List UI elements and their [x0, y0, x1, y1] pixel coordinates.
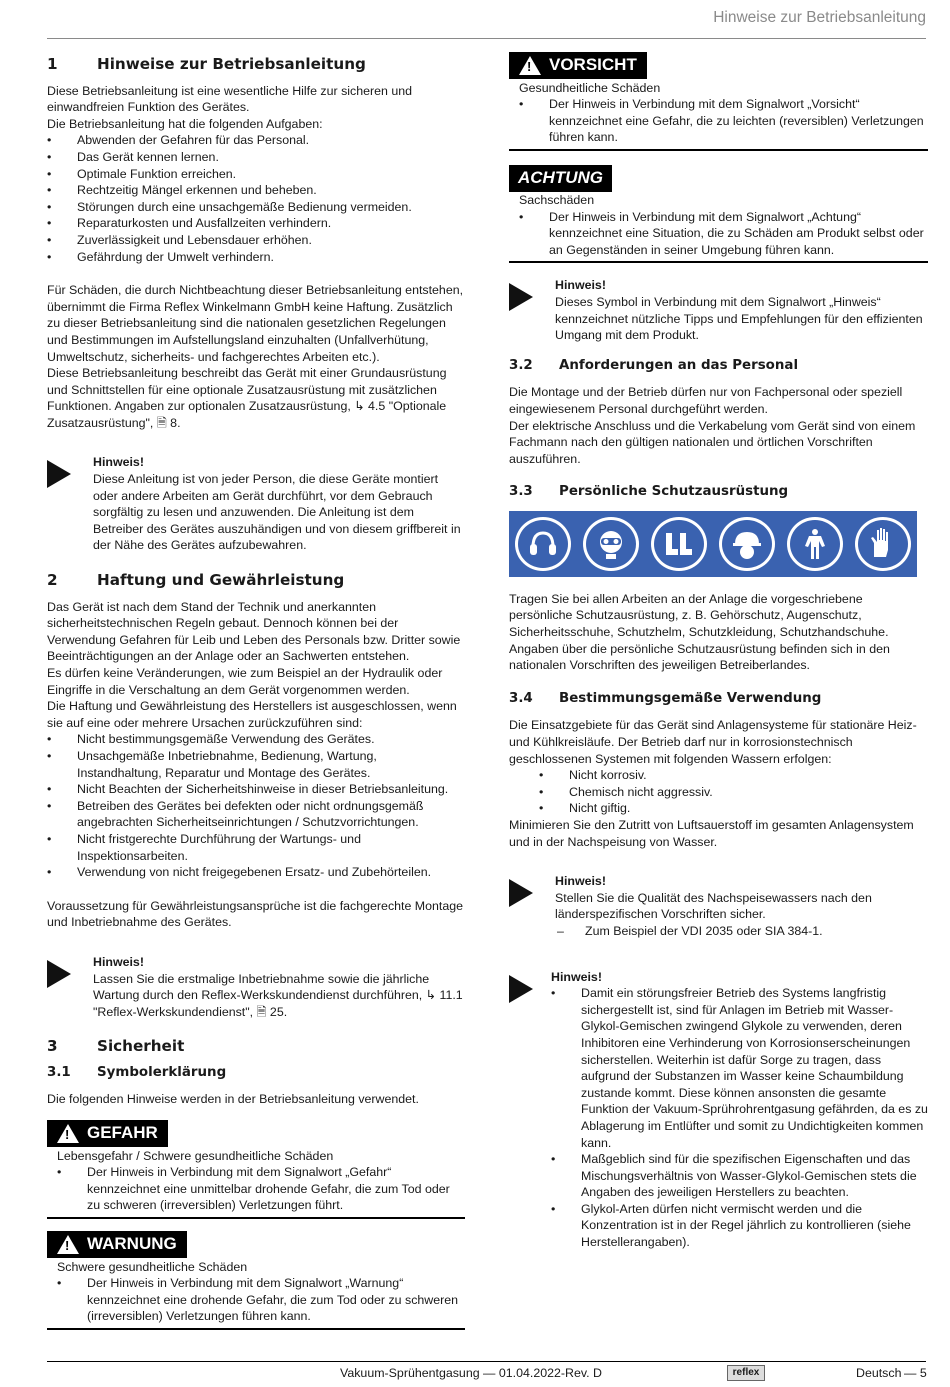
warning-triangle-icon	[519, 56, 541, 75]
achtung-signal-block	[509, 165, 928, 263]
dash-item-text: Zum Beispiel der VDI 2035 oder SIA 384-1.	[585, 923, 823, 938]
note-text: Diese Anleitung ist von jeder Person, die diese Geräte montiert oder andere Arbeiten am Gerät durchführt, vor dem Gebrauch sorgfältig zu lesen und anzuwenden. Die Anleitung ist dem Betreiber des Gerätes auszuhändigen und von diesem griffbereit in der Nähe des Gerätes aufzubewahren.	[93, 472, 461, 553]
list-item: • Nicht bestimmungsgemäße Verwendung des Gerätes.	[47, 731, 465, 748]
footer-divider	[47, 1361, 926, 1362]
vorsicht-badge	[509, 52, 647, 79]
hinweis-note	[47, 954, 465, 1020]
warnung-badge	[47, 1231, 187, 1258]
achtung-badge: ACHTUNG	[509, 165, 612, 192]
section-title: Bestimmungsgemäße Verwendung	[559, 690, 822, 706]
list-item: • Nicht giftig.	[539, 800, 928, 817]
paragraph: Angaben über die persönliche Schutzausrüstung befinden sich in den nationalen Vorschriften des jeweiligen Betreiberlandes.	[509, 641, 890, 673]
paragraph: Die Montage und der Betrieb dürfen nur von Fachpersonal oder speziell eingewiesenem Personal durchgeführt werden.	[509, 385, 903, 416]
page-header-title: Hinweise zur Betriebsanleitung	[713, 9, 926, 26]
badge-label: VORSICHT	[549, 55, 637, 75]
gefahr-signal-block	[47, 1120, 465, 1219]
header-divider	[47, 38, 926, 39]
section-title: Haftung und Gewährleistung	[97, 571, 345, 590]
gefahr-badge	[47, 1120, 168, 1147]
note-title: Hinweis!	[93, 954, 144, 969]
paragraph: Für Schäden, die durch Nichtbeachtung dieser Betriebsanleitung entstehen, übernimmt die Firma Reflex Winkelmann GmbH keine Haftung. Zusätzlich zu dieser Betriebsanleitung sind die nationalen gesetzlichen Regelungen und Bestimmungen im Aufstellungsland einzuhalten (Unfallverhütung, Umweltschutz, sicherheits- und fachgerechtes Arbeiten etc.).	[47, 283, 464, 364]
hinweis-note	[509, 873, 928, 939]
footer-language: Deutsch	[856, 1366, 902, 1380]
list-item: • Nicht korrosiv.	[539, 767, 928, 784]
section-3-4-heading	[509, 691, 928, 708]
paragraph: Voraussetzung für Gewährleistungsansprüche ist die fachgerechte Montage und Inbetriebnahme des Gerätes.	[47, 898, 464, 930]
section-title: Anforderungen an das Personal	[559, 357, 799, 373]
bullet-list	[47, 132, 465, 265]
paragraph: Die Betriebsanleitung hat die folgenden Aufgaben:	[47, 116, 323, 131]
paragraph: Diese Betriebsanleitung ist eine wesentliche Hilfe zur sicheren und einwandfreien Funktion des Gerätes.	[47, 83, 413, 115]
note-text: Dieses Symbol in Verbindung mit dem Signalwort „Hinweis“ kennzeichnet nützliche Tipps und Empfehlungen für den effizienten Umgang mit dem Produkt.	[555, 294, 923, 343]
badge-label: GEFAHR	[87, 1123, 158, 1143]
note-arrow-icon	[509, 969, 551, 1251]
note-text: Lassen Sie die erstmalige Inbetriebnahme sowie die jährliche Wartung durch den Reflex-Werkskundendienst durchführen, ↳ 11.1 "Reflex-Werkskundendienst", 🗎 25.	[93, 971, 463, 1019]
paragraph: Der elektrische Anschluss und die Verkabelung vom Gerät sind von einem Fachmann nach den gültigen nationalen und örtlichen Vorschriften auszuführen.	[509, 418, 916, 466]
note-arrow-icon	[509, 873, 555, 939]
section-title: Persönliche Schutzausrüstung	[559, 484, 789, 500]
section-number: 2	[47, 571, 58, 590]
paragraph: Diese Betriebsanleitung beschreibt das Gerät mit einer Grundausrüstung und Schnittstellen für eine optionale Zusatzausrüstung mit zusätzlichen Funktionen. Angaben zur optionalen Zusatzausrüstung, ↳ 4.5 "Optionale Zusatzausrüstung", 🗎 8.	[47, 366, 447, 430]
signal-subtitle: Lebensgefahr / Schwere gesundheitliche Schäden	[57, 1148, 334, 1163]
badge-label: WARNUNG	[87, 1234, 177, 1254]
list-item: • Damit ein störungsfreier Betrieb des Systems langfristig sichergestellt ist, sind für Anlagen im Betrieb mit Wasser-Glykol-Gemischen zwingend Glykole zu verwenden, deren Inhibitoren eine Verhinderung von Korrosionserscheinungen sicherstellen. Weiterhin ist dafür Sorge zu tragen, dass aufgrund der Substanzen im Wasser keine Schaumbildung zustande kommt. Diese können ansonsten die gesamte Funktion der Vakuum-Sprührohrentgasung gefährden, da es zu Ablagerung im Entlüfter und somit zu Undichtigkeiten kommen kann.	[551, 985, 928, 1151]
paragraph: Das Gerät ist nach dem Stand der Technik und anerkannten sicherheitstechnischen Regeln gebaut. Dennoch können bei der Verwendung Gefahren für Leib und Leben des Personals bzw. Dritter sowie Beeinträchtigungen an der Anlage oder an Sachwerten entstehen.	[47, 599, 461, 664]
left-column	[47, 52, 465, 1330]
paragraph: Tragen Sie bei allen Arbeiten an der Anlage die vorgeschriebene persönliche Schutzausrüstung, z. B. Gehörschutz, Augenschutz, Sicherheitsschuhe, Schutzhelm, Schutzkleidung, Schutzhandschuhe.	[509, 591, 889, 640]
section-3-2-heading	[509, 358, 928, 375]
note-title: Hinweis!	[551, 969, 602, 984]
hinweis-note	[509, 969, 928, 1251]
list-item: • Abwenden der Gefahren für das Personal.	[47, 132, 465, 149]
list-item: • Betreiben des Gerätes bei defekten oder nicht ordnungsgemäß angebrachten Sicherheitseinrichtungen / Schutzvorrichtungen.	[47, 798, 465, 831]
safety-boots-icon	[651, 517, 707, 571]
paragraph: Es dürfen keine Veränderungen, wie zum Beispiel an der Hydraulik oder Eingriffe in die Verschaltung an dem Gerät vorgenommen werden.	[47, 666, 443, 697]
list-item: • Rechtzeitig Mängel erkennen und beheben.	[47, 182, 465, 199]
list-item: • Reparaturkosten und Ausfallzeiten verhindern.	[47, 215, 465, 232]
note-arrow-icon	[47, 454, 93, 554]
note-title: Hinweis!	[555, 278, 606, 293]
signal-text: • Der Hinweis in Verbindung mit dem Signalwort „Gefahr“ kennzeichnet eine unmittelbar drohende Gefahr, die zum Tod oder zu schweren (irreversiblen) Verletzungen führt.	[57, 1164, 465, 1214]
section-1-heading	[47, 56, 465, 73]
list-item: • Zuverlässigkeit und Lebensdauer erhöhen.	[47, 232, 465, 249]
section-2-heading	[47, 572, 465, 589]
bullet-list	[551, 985, 928, 1251]
section-title: Sicherheit	[97, 1037, 185, 1056]
list-item: • Gefährdung der Umwelt verhindern.	[47, 249, 465, 266]
list-item: • Glykol-Arten dürfen nicht vermischt werden und die Konzentration ist in der Regel jährlich zu kontrollieren (siehe Herstellerangaben).	[551, 1201, 928, 1251]
paragraph: Die Haftung und Gewährleistung des Herstellers ist ausgeschlossen, wenn sie auf eine oder mehrere Ursachen zurückzuführen sind:	[47, 699, 457, 730]
protective-clothing-icon	[787, 517, 843, 571]
list-item: • Nicht fristgerechte Durchführung der Wartungs- und Inspektionsarbeiten.	[47, 831, 465, 864]
list-item: • Das Gerät kennen lernen.	[47, 149, 465, 166]
list-item: • Chemisch nicht aggressiv.	[539, 784, 928, 801]
paragraph: Die Einsatzgebiete für das Gerät sind Anlagensysteme für stationäre Heiz- und Kühlkreisläufe. Der Betrieb darf nur in korrosionstechnisch geschlossenen Systemen mit folgenden Wassern erfolgen:	[509, 718, 917, 766]
signal-text: • Der Hinweis in Verbindung mit dem Signalwort „Vorsicht“ kennzeichnet eine Gefahr, die zu leichten (reversiblen) Verletzungen führen kann.	[519, 96, 928, 146]
section-number: 3	[47, 1037, 58, 1056]
section-title: Hinweise zur Betriebsanleitung	[97, 55, 366, 73]
note-arrow-icon	[509, 277, 555, 343]
signal-text: • Der Hinweis in Verbindung mit dem Signalwort „Achtung“ kennzeichnet eine Situation, die zu Schäden am Produkt selbst oder an Gegenständen in seiner Umgebung führen kann.	[519, 209, 928, 259]
section-title: Symbolerklärung	[97, 1064, 227, 1080]
warning-triangle-icon	[57, 1235, 79, 1254]
warnung-signal-block	[47, 1231, 465, 1330]
warning-triangle-icon	[57, 1124, 79, 1143]
hinweis-note	[509, 277, 928, 343]
helmet-icon	[719, 517, 775, 571]
section-number: 3.4	[509, 690, 533, 706]
hinweis-note	[47, 454, 465, 554]
note-title: Hinweis!	[555, 874, 606, 889]
eye-protection-icon	[583, 517, 639, 571]
list-item: • Verwendung von nicht freigegebenen Ersatz- und Zubehörteilen.	[47, 864, 465, 881]
dash-item: – Zum Beispiel der VDI 2035 oder SIA 384-1.	[557, 923, 823, 938]
note-arrow-icon	[47, 954, 93, 1020]
ear-protection-icon	[515, 517, 571, 571]
list-item: • Optimale Funktion erreichen.	[47, 166, 465, 183]
note-text: Stellen Sie die Qualität des Nachspeisewassers nach den länderspezifischen Vorschriften sicher.	[555, 890, 872, 922]
signal-subtitle: Schwere gesundheitliche Schäden	[57, 1259, 248, 1274]
paragraph: Minimieren Sie den Zutritt von Luftsauerstoff im gesamten Anlagensystem und in der Nachspeisung von Wasser.	[509, 818, 914, 849]
list-item: • Nicht Beachten der Sicherheitshinweise in dieser Betriebsanleitung.	[47, 781, 465, 798]
signal-text: • Der Hinweis in Verbindung mit dem Signalwort „Warnung“ kennzeichnet eine drohende Gefahr, die zum Tod oder zu schweren (irreversiblen) Verletzungen führen kann.	[57, 1275, 465, 1325]
right-column	[509, 52, 928, 1257]
gloves-icon	[855, 517, 911, 571]
bullet-list	[47, 731, 465, 880]
footer-document-info: Vakuum-Sprühentgasung — 01.04.2022-Rev. D	[340, 1366, 602, 1380]
vorsicht-signal-block	[509, 52, 928, 151]
section-number: 3.2	[509, 357, 533, 373]
list-item: • Störungen durch eine unsachgemäße Bedienung vermeiden.	[47, 199, 465, 216]
paragraph: Die folgenden Hinweise werden in der Betriebsanleitung verwendet.	[47, 1092, 419, 1107]
note-title: Hinweis!	[93, 455, 144, 470]
list-item: • Maßgeblich sind für die spezifischen Eigenschaften und das Mischungsverhältnis von Wasser-Glykol-Gemischen stets die Angaben des jeweiligen Herstellers zu beachten.	[551, 1151, 928, 1201]
bullet-list	[539, 767, 928, 817]
list-item: • Unsachgemäße Inbetriebnahme, Bedienung, Wartung, Instandhaltung, Reparatur und Montage des Gerätes.	[47, 748, 465, 781]
section-number: 1	[47, 55, 58, 73]
section-3-heading	[47, 1038, 465, 1055]
footer-page-number: — 5	[904, 1366, 927, 1380]
ppe-icon-strip	[509, 511, 917, 577]
section-3-1-heading	[47, 1065, 465, 1082]
reflex-logo: reflex	[727, 1365, 765, 1381]
signal-subtitle: Sachschäden	[519, 192, 595, 207]
section-3-3-heading	[509, 484, 928, 501]
signal-subtitle: Gesundheitliche Schäden	[519, 80, 661, 95]
section-number: 3.3	[509, 484, 533, 500]
section-number: 3.1	[47, 1064, 71, 1080]
